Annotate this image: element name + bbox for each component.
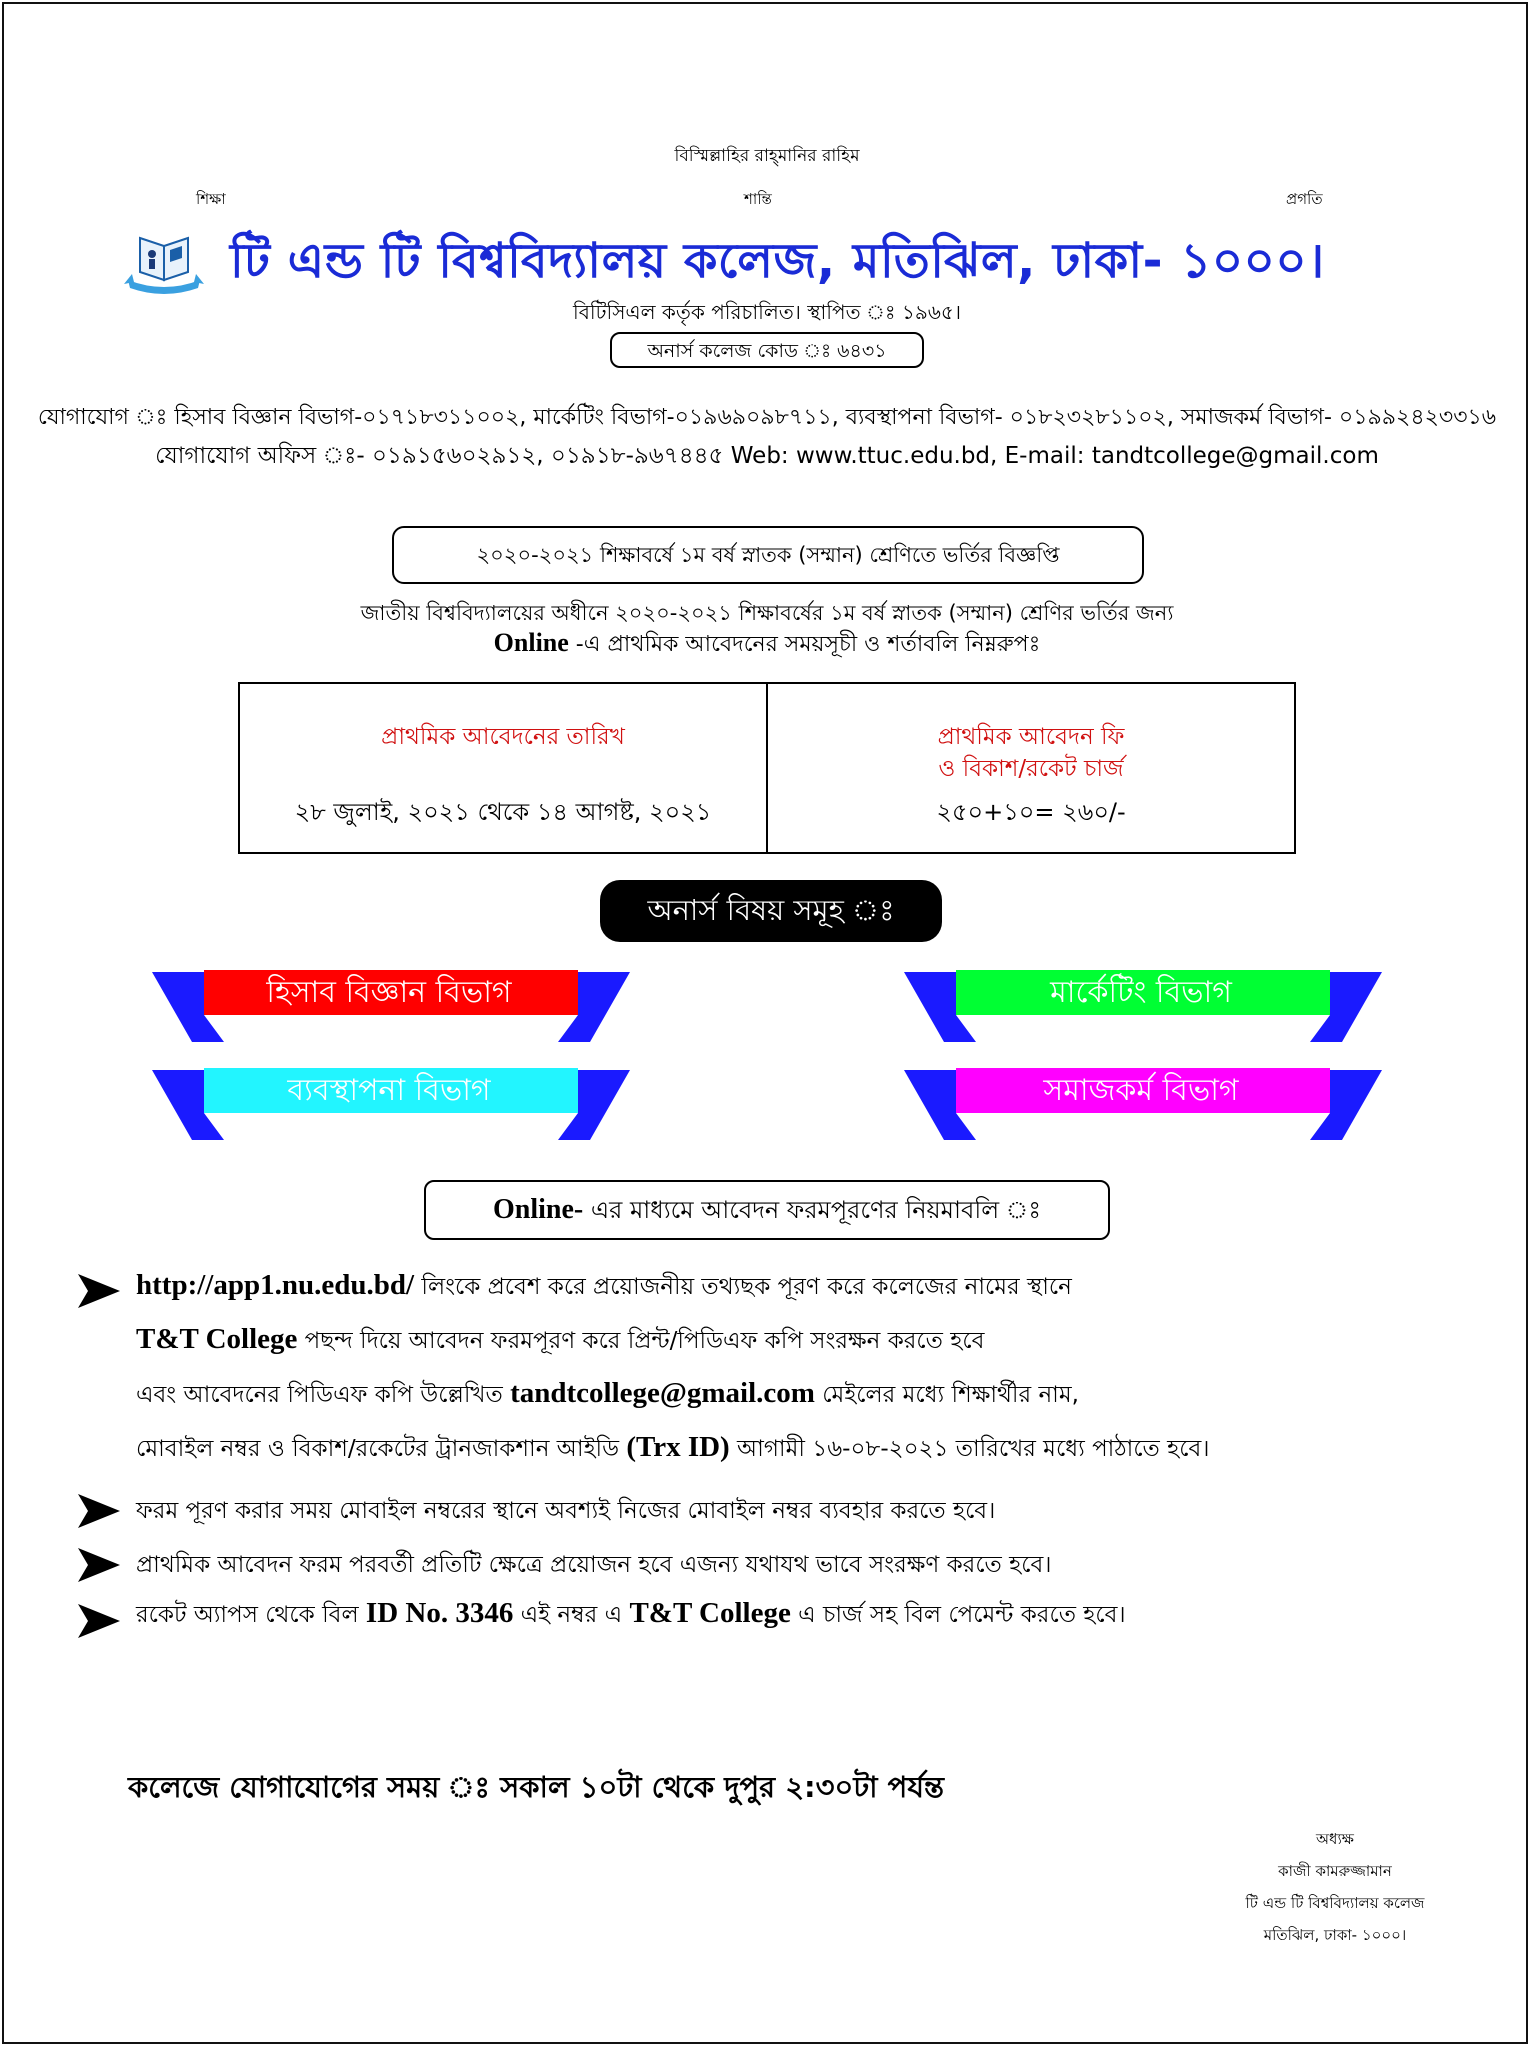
date-value: ২৮ জুলাই, ২০২১ থেকে ১৪ আগষ্ট, ২০২১ <box>294 798 712 826</box>
rule-1-text: আগামী ১৬-০৮-২০২১ তারিখের মধ্যে পাঠাতে হবে। <box>729 1436 1210 1462</box>
subject-ribbon-marketing <box>904 970 1382 1045</box>
subject-ribbon-social-work <box>904 1068 1382 1143</box>
office-contacts: যোগাযোগ অফিস ঃ- ০১৯১৫৬০২৯১২, ০১৯১৮-৯৬৭৪৪৫ Web: www.ttuc.edu.bd, E-mail: tandtcollege@gmail.com <box>155 443 1379 469</box>
rule-1-line-4 <box>136 1430 1209 1469</box>
trx-id: (Trx ID) <box>626 1431 730 1463</box>
fee-cell <box>766 684 1294 852</box>
rule-4-text-pre: রকেট অ্যাপস থেকে বিল <box>136 1602 366 1628</box>
college-name: T&T College <box>136 1323 298 1355</box>
contact-hours: কলেজে যোগাযোগের সময় ঃ সকাল ১০টা থেকে দুপুর ২:৩০টা পর্যন্ত <box>128 1770 945 1804</box>
signature-title: অধ্যক্ষ <box>1316 1830 1354 1848</box>
rule-1-text: পছন্দ দিয়ে আবেদন ফরমপূরণ করে প্রিন্ট/পিডিএফ কপি সংরক্ষন করতে হবে <box>297 1328 985 1354</box>
motto-peace: শান্তি <box>744 190 772 208</box>
subjects-heading: অনার্স বিষয় সমূহ ঃ <box>600 880 942 942</box>
rule-4-text <box>136 1596 1126 1635</box>
fee-header-1: প্রাথমিক আবেদন ফি <box>937 724 1125 750</box>
college-code-badge: অনার্স কলেজ কোড ঃ ৬৪৩১ <box>610 332 924 368</box>
department-contacts: যোগাযোগ ঃ হিসাব বিজ্ঞান বিভাগ-০১৭১৮৩১১০০২, মার্কেটিং বিভাগ-০১৯৬৯০৯৮৭১১, ব্যবস্থাপনা বিভাগ- ০১৮২৩২৮১১০২, সমাজকর্ম বিভাগ- ০১৯৯২৪২৩৩১৬ <box>37 405 1497 430</box>
subject-label: ব্যবস্থাপনা বিভাগ <box>287 1073 491 1108</box>
motto-education: শিক্ষা <box>196 190 226 208</box>
fee-value: ২৫০+১০= ২৬০/- <box>936 798 1126 826</box>
fee-header-2: ও বিকাশ/রকেট চার্জ <box>938 756 1124 782</box>
subject-ribbon-management <box>152 1068 630 1143</box>
college-email[interactable]: tandtcollege@gmail.com <box>510 1377 815 1409</box>
date-header: প্রাথমিক আবেদনের তারিখ <box>381 724 625 750</box>
arrow-bullet-icon <box>78 1604 120 1638</box>
college-logo <box>118 228 210 298</box>
signature-college: টি এন্ড টি বিশ্ববিদ্যালয় কলেজ <box>1245 1894 1425 1912</box>
arrow-bullet-icon <box>78 1274 120 1308</box>
announcement-intro: জাতীয় বিশ্ববিদ্যালয়ের অধীনে ২০২০-২০২১ শিক্ষাবর্ষের ১ম বর্ষ স্নাতক (সম্মান) শ্রেণির ভর্তির জন্য <box>360 601 1174 625</box>
bill-id: ID No. 3346 <box>365 1597 514 1629</box>
rule-1-line-3 <box>136 1376 1079 1415</box>
rule-1-text: মেইলের মধ্যে শিক্ষার্থীর নাম, <box>814 1382 1079 1408</box>
rule-4-text-mid: এই নম্বর এ <box>513 1602 630 1628</box>
subject-label: সমাজকর্ম বিভাগ <box>1043 1073 1239 1108</box>
announcement-title: ২০২০-২০২১ শিক্ষাবর্ষে ১ম বর্ষ স্নাতক (সম্মান) শ্রেণিতে ভর্তির বিজ্ঞপ্তি <box>392 526 1144 584</box>
college-name: T&T College <box>629 1597 791 1629</box>
rule-1-line-1 <box>136 1268 1072 1307</box>
rules-heading <box>424 1180 1110 1240</box>
online-word: Online <box>493 628 569 657</box>
motto-progress: প্রগতি <box>1286 190 1323 208</box>
announcement-intro-2 <box>0 627 1534 664</box>
rule-1-text: মোবাইল নম্বর ও বিকাশ/রকেটের ট্রানজাকশান আইডি <box>136 1436 627 1462</box>
rule-2-text: ফরম পূরণ করার সময় মোবাইল নম্বরের স্থানে অবশ্যই নিজের মোবাইল নম্বর ব্যবহার করতে হবে। <box>136 1498 996 1524</box>
bismillah: বিস্মিল্লাহির রাহ্‌মানির রাহিম <box>674 146 860 166</box>
rule-1-text: এবং আবেদনের পিডিএফ কপি উল্লেখিত <box>136 1382 511 1408</box>
rule-1-line-2 <box>136 1322 984 1361</box>
rule-4-text-rest: এ চার্জ সহ বিল পেমেন্ট করতে হবে। <box>790 1602 1126 1628</box>
arrow-bullet-icon <box>78 1548 120 1582</box>
subject-ribbon-accounting <box>152 970 630 1045</box>
rule-1-text: লিংকে প্রবেশ করে প্রয়োজনীয় তথ্যছক পূরণ করে কলেজের নামের স্থানে <box>414 1274 1072 1300</box>
subject-label: মার্কেটিং বিভাগ <box>1050 975 1232 1010</box>
rules-heading-rest: এর মাধ্যমে আবেদন ফরমপূরণের নিয়মাবলি ঃ <box>583 1196 1041 1224</box>
arrow-bullet-icon <box>78 1494 120 1528</box>
signature-address: মতিঝিল, ঢাকা- ১০০০। <box>1263 1926 1407 1944</box>
schedule-table <box>238 682 1296 854</box>
college-title: টি এন্ড টি বিশ্ববিদ্যালয় কলেজ, মতিঝিল, ঢাকা- ১০০০। <box>230 233 1325 289</box>
signature-name: কাজী কামরুজ্জামান <box>1278 1862 1392 1880</box>
nu-link[interactable]: http://app1.nu.edu.bd/ <box>136 1269 415 1301</box>
intro-rest: -এ প্রাথমিক আবেদনের সময়সূচী ও শর্তাবলি নিম্নরুপঃ <box>568 632 1041 657</box>
managed-by-text: বিটিসিএল কর্তৃক পরিচালিত। স্থাপিত ঃ ১৯৬৫। <box>573 300 961 324</box>
subject-label: হিসাব বিজ্ঞান বিভাগ <box>266 975 512 1010</box>
date-cell <box>240 684 766 852</box>
rules-online-word: Online- <box>493 1194 584 1225</box>
rule-3-text: প্রাথমিক আবেদন ফরম পরবর্তী প্রতিটি ক্ষেত্রে প্রয়োজন হবে এজন্য যথাযথ ভাবে সংরক্ষণ করতে হবে। <box>136 1552 1052 1578</box>
